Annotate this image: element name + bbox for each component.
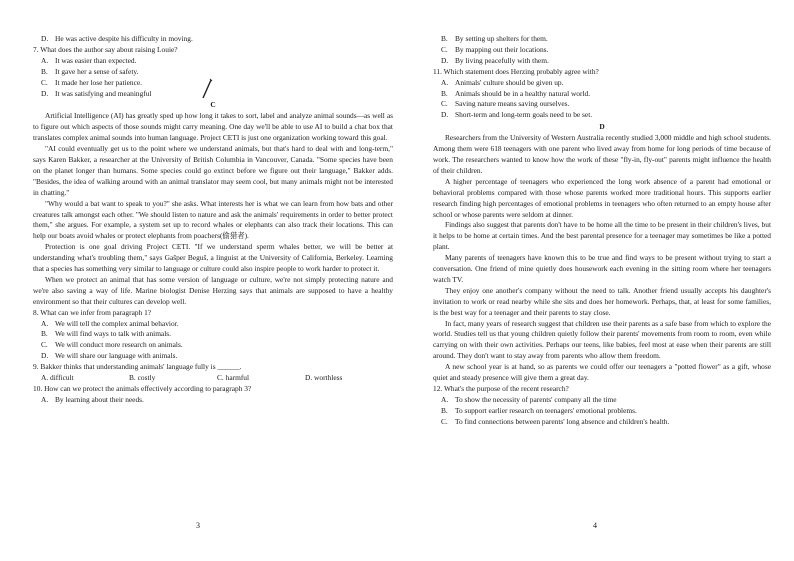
q9-option-a: A. difficult — [41, 373, 74, 383]
passage-d-paragraph: Findings also suggest that parents don't have to be home all the time to be present in their children's lives, but it helps to be home at certain times. And the best parental presence for a teenager may sometimes be like a potted plant. — [433, 220, 771, 252]
q12-option-a: A. To show the necessity of parents' company all the time — [441, 394, 617, 404]
q8-stem: 8. What can we infer from paragraph 1? — [33, 307, 152, 317]
passage-c-paragraph: "AI could eventually get us to the point where we understand animals, but that's hard to deal with and long-term," says Karen Bakker, a researcher at the University of British Columbia in Vancouver, Canada. "Some species have been on the planet longer than humans. Some species could go extinct before we figure out their language," Bakker adds. "Besides, the idea of walking around with an animal translator may seem cool, but many animals might not be interested in chatting." — [33, 144, 393, 197]
q12-option-c: C. To find connections between parents' long absence and children's health. — [441, 416, 670, 426]
q12-stem: 12. What's the purpose of the recent research? — [433, 384, 569, 393]
q11-option-c: C. Saving nature means saving ourselves. — [441, 99, 570, 109]
pen-mark-icon — [200, 78, 214, 102]
passage-d-paragraph: They enjoy one another's company without the need to talk. Another friend usually accepts his daughter's invitation to work or read nearby while she sits and does her homework. Perhaps, that, at least for some families, is the best way for a teenager and their parents to stay close. — [433, 285, 771, 317]
q11-stem: 11. Which statement does Herzing probably agree with? — [433, 66, 599, 76]
page-number-left: 3 — [196, 521, 200, 530]
passage-c-paragraph: Artificial Intelligence (AI) has greatly sped up how long it takes to sort, label and analyze animal sounds—as well as to figure out which aspects of those sounds might carry meaning. One day we'll be able to use AI to build a chat box that translates complex animal sounds into human language. Project CETI is just one organization working toward this goal. — [33, 111, 393, 143]
right-page-column — [433, 34, 771, 428]
q8-option-b: B. We will find ways to talk with animals. — [41, 329, 171, 339]
passage-c-paragraph: "Why would a bat want to speak to you?" she asks. What interests her is what we can learn from how bats and other creatures talk amongst each other. "We should listen to nature and ask the animals' requirements in order to better protect them," she argues. For example, a system set up to record whales or elephants can also track their locations. This can help our boats avoid whales or protect elephants from poachers(偷猎者). — [33, 198, 393, 241]
q10-stem: 10. How can we protect the animals effectively according to paragraph 3? — [33, 384, 252, 393]
passage-d-paragraph: Many parents of teenagers have known this to be true and find ways to be present without trying to start a conversation. One friend of mine quietly does housework each evening in the sitting room where her teenagers watch TV. — [433, 253, 771, 284]
q8-option-d: D. We will share our language with animals. — [41, 351, 178, 361]
passage-d-paragraph: A higher percentage of teenagers who experienced the long work absence of a parent had emotional or behavioral problems compared with those whose parents worked more traditional hours. This supports earlier research finding high percentages of emotional problems in teenagers who often returned to an empty house after school or whose parents were seldom at dinner. — [433, 176, 771, 219]
q10-option-a: A. By learning about their needs. — [41, 394, 144, 404]
q7-option-d: D. It was satisfying and meaningful — [41, 88, 152, 98]
q9-option-b: B. costly — [129, 373, 156, 383]
q9-option-c: C. harmful — [217, 373, 250, 383]
q8-option-a: A. We will tell the complex animal behavior. — [41, 318, 179, 328]
q7-option-a: A. It was easier than expected. — [41, 55, 137, 65]
page-number-right: 4 — [593, 521, 597, 530]
passage-d-paragraph: Researchers from the University of Western Australia recently studied 3,000 middle and high school students. Among them were 618 teenagers with one parent who lived away from home for long periods of time because of work. The researchers wanted to know how the work of these "fly-in, fly-out" parents might influence the health of their children. — [433, 133, 771, 175]
q9-options-row — [33, 373, 393, 384]
q9-stem: 9. Bakker thinks that understanding animals' language fully is ______. — [33, 362, 242, 372]
q7-option-b: B. It gave her a sense of safety. — [41, 66, 139, 76]
passage-d-paragraph: A new school year is at hand, so as parents we could offer our teenagers a "potted flower" as a gift, whose quiet and steady presence will give them a great day. — [433, 362, 771, 383]
passage-c-paragraph: When we protect an animal that has some version of language or culture, we're not simply protecting nature and we're also saving a way of life. Marine biologist Denise Herzing says that animals are supposed to have a healthy environment so that their cultures can develop well. — [33, 274, 393, 306]
q10-option-d: D. By living peacefully with them. — [441, 55, 549, 65]
section-d-heading: D — [599, 122, 605, 132]
q10-option-c: C. By mapping out their locations. — [441, 44, 549, 54]
q6-option-d: D. He was active despite his difficulty in moving. — [41, 34, 193, 43]
q7-stem: 7. What does the author say about raising Louie? — [33, 44, 178, 54]
q12-option-b: B. To support earlier research on teenagers' emotional problems. — [441, 405, 637, 415]
q11-option-a: A. Animals' culture should be given up. — [441, 77, 564, 87]
q10-option-b: B. By setting up shelters for them. — [441, 34, 548, 43]
section-c-heading: C — [210, 100, 216, 110]
q9-option-d: D. worthless — [305, 373, 343, 383]
q7-option-c: C. It made her lose her patience. — [41, 77, 143, 87]
passage-d-paragraph: In fact, many years of research suggest that children use their parents as a safe base from which to explore the world. Studies tell us that young children quietly follow their parents' movements from room to room, even while carrying on with their own activities. Perhaps our teens, like babies, feel most at ease when their parents are still around. They don't want to stay away from parents who allow them freedom. — [433, 318, 771, 361]
q8-option-c: C. We will conduct more research on animals. — [41, 340, 183, 350]
passage-c-paragraph: Protection is one goal driving Project CETI. "If we understand sperm whales better, we will be better at understanding what's troubling them," says Gašper Beguš, a linguist at the University of California, Berkeley. Learning that a species has something very similar to language or culture could also inspire people to work harder to protect it. — [33, 242, 393, 274]
q11-option-d: D. Short-term and long-term goals need to be set. — [441, 110, 593, 120]
q11-option-b: B. Animals should be in a healthy natural world. — [441, 88, 591, 98]
